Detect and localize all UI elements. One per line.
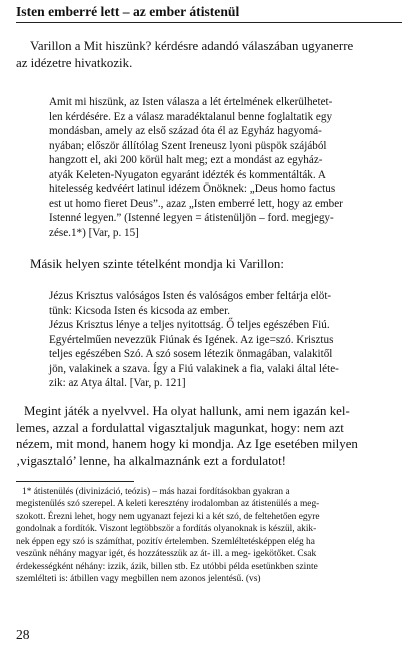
paragraph-intro <box>16 38 416 71</box>
quote-line: atyák Keleten-Nyugaton egyaránt idézték és kommentálták. A <box>49 168 326 181</box>
quote-line: hitelesség kedvéért latinul idézem Önöknek: „Deus homo factus <box>49 183 336 195</box>
quote-line: zik: az Atya által. [Var, p. 121] <box>49 377 186 389</box>
paragraph-lead-in <box>16 256 416 273</box>
footnote-line: veszünk néhány magyar igét, és hozzátesszük az át- ill. a meg- igekötőket. Csak <box>16 549 317 560</box>
quote-line: Egyértelműen nevezzük Fiúnak és Igének. Az ige=szó. Krisztus <box>49 333 334 346</box>
footnote-line: nek éppen egy szó is számíthat, pozitív értelemben. Szemléltetésképpen elég ha <box>16 536 315 547</box>
running-header: Isten emberré lett – az ember átistenül <box>16 4 240 19</box>
quote-line: Jézus Krisztus valóságos Isten és valóságos ember feltárja elöt- <box>49 290 332 302</box>
text-line: Megint játék a nyelvvel. Ha olyat hallunk, ami nem igazán kel- <box>24 404 350 418</box>
footnote <box>16 486 402 586</box>
footnote-line: gondolnak a fordítók. Viszont legtöbbször a fordítás olyanoknak is készül, akik- <box>16 524 317 535</box>
quote-line: Jézus Krisztus lénye a teljes nyitottság. Ő teljes egészében Fiú. <box>49 319 330 331</box>
text-line: Másik helyen szinte tételként mondja ki Varillon: <box>30 257 284 271</box>
text-line: ‚vigasztaló’ lenne, ha alkalmaznánk ezt a fordulatot! <box>16 453 286 468</box>
footnote-line: szokott. Érezni lehet, hogy nem ugyanazt fejezi ki a két szó, de feltehetően egyre <box>16 511 320 522</box>
quote-line: nyában; először állítólag Szent Ireneusz lyoni püspök szájából <box>49 139 327 152</box>
page-number: 28 <box>16 627 30 642</box>
block-quote-2 <box>49 289 375 391</box>
footnote-line: 1* átistenülés (divinizáció, teózis) – más hazai fordításokban gyakran a <box>22 487 290 497</box>
paragraph-commentary <box>16 403 402 469</box>
text-line: Varillon a Mit hiszünk? kérdésre adandó válaszában ugyanerre <box>30 39 354 53</box>
quote-line: hangzott el, aki 200 körül halt meg; ezt a mondást az egyház- <box>49 154 323 166</box>
quote-line: zése.1*) [Var, p. 15] <box>49 226 139 239</box>
quote-line: tünk: Kicsoda Isten és kicsoda az ember. <box>49 304 230 317</box>
footnote-rule <box>16 481 134 482</box>
quote-line: Istenné legyen.” (Istenné legyen = átistenüljön – ford. megjegy- <box>49 212 334 224</box>
header-rule <box>16 22 402 23</box>
text-line: lemes, azzal a fordulattal vigasztaljuk magunkat, hogy: nem azt <box>16 420 344 435</box>
footnote-line: szemlélteti is: átbillen vagy megbillen nem azonos jelentésű. (vs) <box>16 574 261 585</box>
text-line: nézem, mit mond, hanem hogy ki mondja. Az Ige esetében milyen <box>16 437 358 452</box>
book-page <box>16 0 402 657</box>
block-quote-1 <box>49 95 375 240</box>
text-line: az idézetre hivatkozik. <box>16 55 133 70</box>
quote-line: len kérdésére. Ez a válasz maradéktalanul benne foglaltatik egy <box>49 110 333 123</box>
quote-line: teljes egészében Szó. A szó sosem létezik önmagában, valakitől <box>49 348 333 360</box>
footnote-line: érdekességként néhány: izzik, ázik, billen stb. Ez utóbbi példa esetünkben szinte <box>16 561 318 572</box>
footnote-line: megistenülés szó szerepel. A keleti keresztény irodalomban az átistenülés a meg- <box>16 499 320 510</box>
quote-line: Amit mi hiszünk, az Isten válasza a lét értelmének elkerülhetet- <box>49 96 333 108</box>
quote-line: jön, valakinek a szava. Így a Fiú valakinek a fia, valaki által léte- <box>49 362 339 375</box>
quote-line: est ut homo fieret Deus”., azaz „Isten emberré lett, hogy az ember <box>49 197 343 210</box>
quote-line: mondásban, amely az első század óta él az Egyház hagyomá- <box>49 125 322 137</box>
